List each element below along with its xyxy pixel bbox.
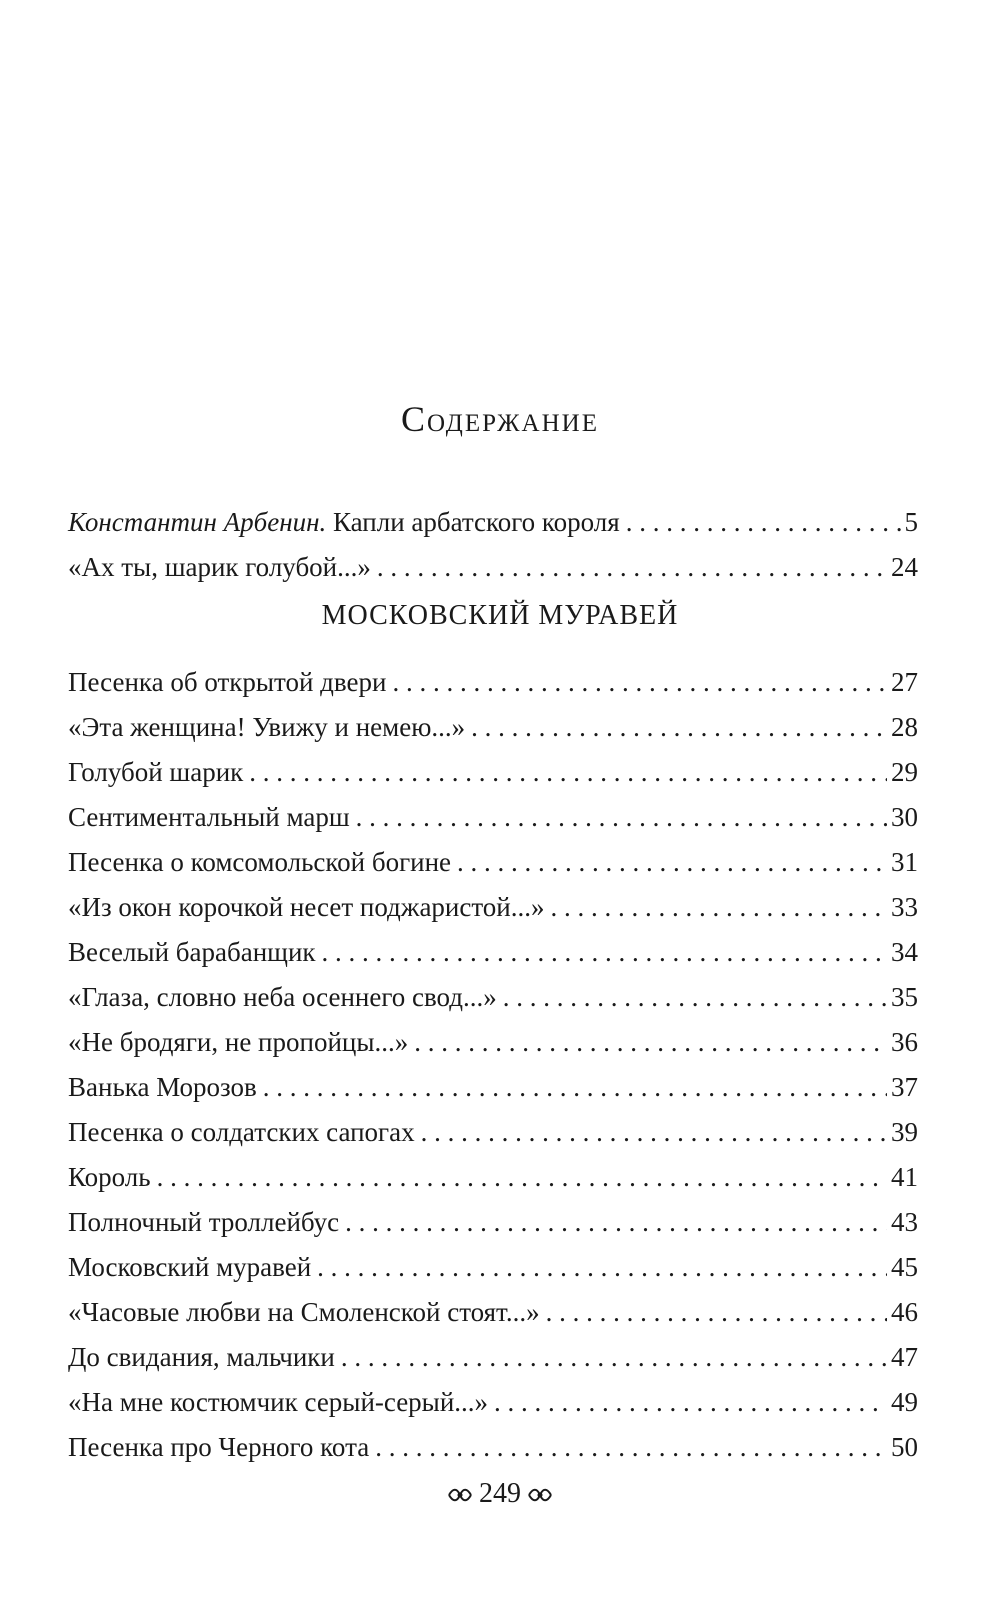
toc-entry[interactable]: [68, 1290, 918, 1335]
toc-entry-page: 35: [891, 982, 918, 1012]
toc-entry[interactable]: [68, 1245, 918, 1290]
dot-leader: [471, 705, 887, 750]
toc-entry[interactable]: [68, 660, 918, 705]
dot-leader: [414, 1020, 887, 1065]
dot-leader: [494, 1380, 887, 1425]
toc-entry-page: 41: [891, 1162, 918, 1192]
toc-entry[interactable]: [68, 1065, 918, 1110]
toc-entry[interactable]: [68, 1155, 918, 1200]
toc-entry-title: Песенка об открытой двери: [68, 667, 387, 697]
toc-entry-page: 45: [891, 1252, 918, 1282]
toc-entry-title: «Из окон корочкой несет поджаристой...»: [68, 892, 545, 922]
dot-leader: [356, 795, 887, 840]
toc-entry-title: «Не бродяги, не пропойцы...»: [68, 1027, 409, 1057]
toc-entry-page: 46: [891, 1297, 918, 1327]
toc-entry-title: Песенка о солдатских сапогах: [68, 1117, 415, 1147]
fleuron-icon: [527, 1480, 553, 1512]
toc-entry-page: 37: [891, 1072, 918, 1102]
toc-entry[interactable]: [68, 1425, 918, 1470]
toc-entry-page: 29: [891, 757, 918, 787]
toc-entry-page: 24: [891, 552, 918, 582]
toc-entry-page: 43: [891, 1207, 918, 1237]
toc-entry-page: 49: [891, 1387, 918, 1417]
dot-leader: [392, 660, 887, 705]
dot-leader: [503, 975, 887, 1020]
toc-entry-title: Веселый барабанщик: [68, 937, 316, 967]
toc-entry-page: 50: [891, 1432, 918, 1462]
toc-entry-page: 30: [891, 802, 918, 832]
dot-leader: [345, 1200, 887, 1245]
dot-leader: [626, 500, 901, 545]
toc-entry-page: 28: [891, 712, 918, 742]
toc-entry[interactable]: [68, 1200, 918, 1245]
toc-entry[interactable]: [68, 975, 918, 1020]
toc-entry-title: Константин Арбенин. Капли арбатского короля: [68, 507, 620, 537]
folio: [0, 1478, 1000, 1512]
toc-entry[interactable]: [68, 1020, 918, 1065]
toc-entry[interactable]: [68, 1110, 918, 1155]
toc-entry-page: 36: [891, 1027, 918, 1057]
toc-intro-list: [68, 500, 918, 590]
toc-entry-page: 39: [891, 1117, 918, 1147]
dot-leader: [551, 885, 887, 930]
toc-entry-title: «Глаза, словно неба осеннего свод...»: [68, 982, 497, 1012]
dot-leader: [263, 1065, 887, 1110]
toc-entry-title: «Эта женщина! Увижу и немею...»: [68, 712, 466, 742]
dot-leader: [457, 840, 887, 885]
dot-leader: [249, 750, 887, 795]
dot-leader: [377, 545, 887, 590]
toc-entry-title: «На мне костюмчик серый-серый...»: [68, 1387, 489, 1417]
toc-entry-title: До свидания, мальчики: [68, 1342, 335, 1372]
toc-entry[interactable]: [68, 885, 918, 930]
toc-entry-title: Песенка о комсомольской богине: [68, 847, 452, 877]
toc-entry-title: «Часовые любви на Смоленской стоят...»: [68, 1297, 540, 1327]
toc-entry[interactable]: [68, 750, 918, 795]
toc-entry[interactable]: [68, 1380, 918, 1425]
toc-entry[interactable]: [68, 840, 918, 885]
toc-entry-page: 33: [891, 892, 918, 922]
toc-section-list: [68, 660, 918, 1470]
toc-entry[interactable]: [68, 500, 918, 545]
toc-entry-title: Песенка про Черного кота: [68, 1432, 370, 1462]
dot-leader: [546, 1290, 887, 1335]
toc-entry[interactable]: [68, 705, 918, 750]
toc-entry-title: «Ах ты, шарик голубой...»: [68, 552, 371, 582]
toc-entry-title: Король: [68, 1162, 151, 1192]
toc-entry-title: Полночный троллейбус: [68, 1207, 340, 1237]
toc-entry-page: 5: [904, 507, 918, 537]
dot-leader: [375, 1425, 887, 1470]
dot-leader: [157, 1155, 887, 1200]
fleuron-icon: [447, 1480, 473, 1512]
toc-entry-title: Голубой шарик: [68, 757, 244, 787]
toc-entry-title: Московский муравей: [68, 1252, 312, 1282]
toc-entry-page: 27: [891, 667, 918, 697]
dot-leader: [341, 1335, 887, 1380]
dot-leader: [322, 930, 887, 975]
toc-entry-title: Ванька Морозов: [68, 1072, 257, 1102]
dot-leader: [421, 1110, 887, 1155]
toc-entry[interactable]: [68, 930, 918, 975]
dot-leader: [317, 1245, 887, 1290]
toc-entry-author: Константин Арбенин.: [68, 507, 327, 537]
page-heading: Содержание: [400, 399, 599, 439]
toc-entry-page: 47: [891, 1342, 918, 1372]
toc-entry-title: Сентиментальный марш: [68, 802, 350, 832]
toc-entry-page: 34: [891, 937, 918, 967]
toc-entry[interactable]: [68, 1335, 918, 1380]
page-number: 249: [479, 1478, 521, 1509]
section-title: МОСКОВСКИЙ МУРАВЕЙ: [321, 600, 679, 631]
toc-entry[interactable]: [68, 795, 918, 840]
toc-entry[interactable]: [68, 545, 918, 590]
toc-entry-page: 31: [891, 847, 918, 877]
